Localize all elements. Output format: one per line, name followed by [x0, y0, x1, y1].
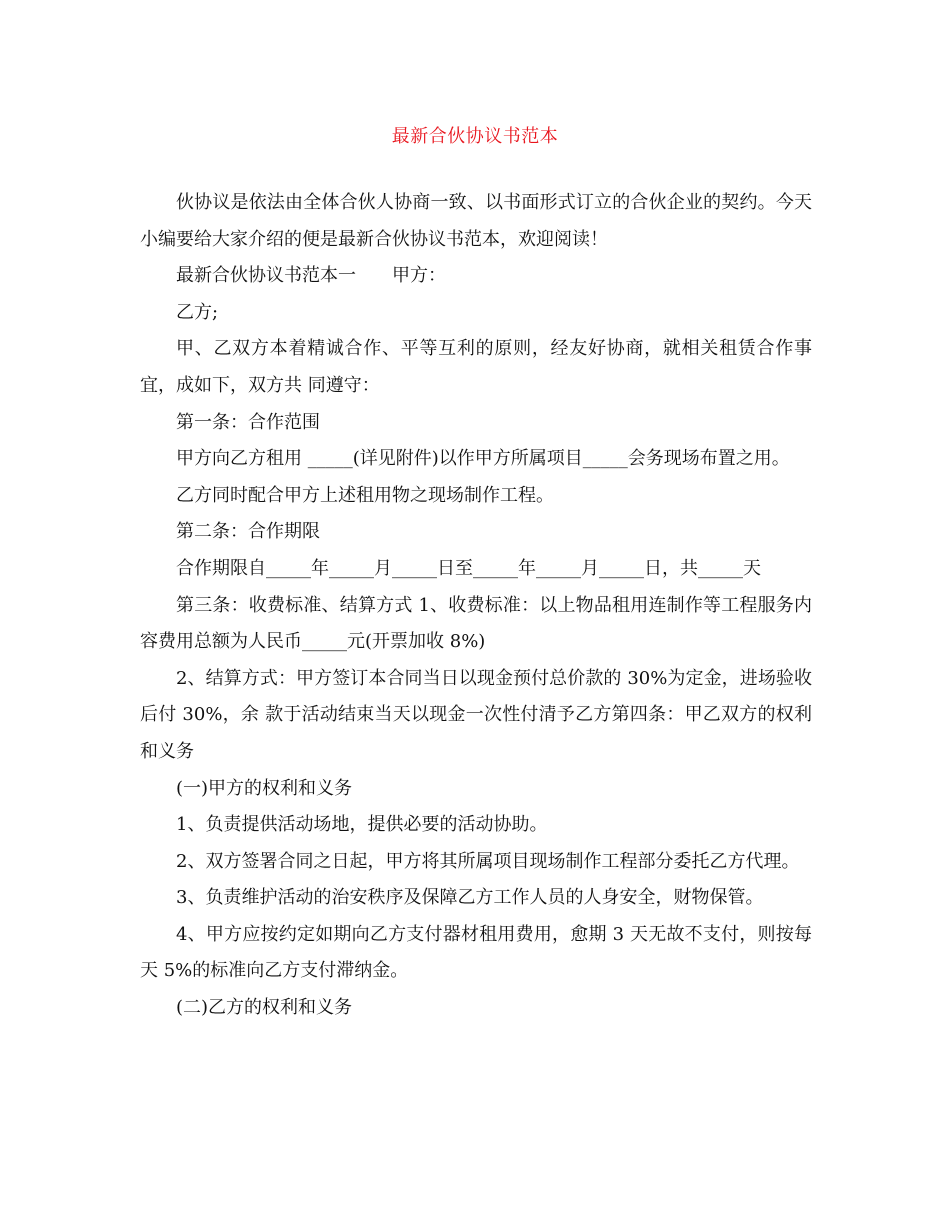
paragraph-preamble: 甲、乙双方本着精诚合作、平等互利的原则，经友好协商，就相关租赁合作事宜，成如下，双方共 同遵守： — [140, 338, 812, 396]
section-party-b-heading: (二)乙方的权利和义务 — [176, 997, 353, 1019]
article-1-clause-2: 乙方同时配合甲方上述租用物之现场制作工程。 — [176, 484, 554, 506]
article-2-clause: 合作期限自_____年_____月_____日至_____年_____月_____日，共_____天 — [176, 557, 761, 579]
article-1-heading: 第一条：合作范围 — [176, 411, 320, 433]
article-3-clause-2: 2、结算方式：甲方签订本合同当日以现金预付总价款的 30%为定金，进场验收后付 30%，余 款于活动结束当天以现金一次性付清予乙方第四条：甲乙双方的权利和义务 — [140, 667, 812, 762]
document-title: 最新合伙协议书范本 — [391, 126, 559, 147]
paragraph-intro: 伙协议是依法由全体合伙人协商一致、以书面形式订立的合伙企业的契约。今天小编要给大家介绍的便是最新合伙协议书范本，欢迎阅读！ — [140, 192, 812, 250]
paragraph-party-a: 最新合伙协议书范本一 甲方： — [176, 265, 446, 287]
party-a-item-3: 3、负责维护活动的治安秩序及保障乙方工作人员的人身安全，财物保管。 — [176, 887, 764, 909]
party-a-item-1: 1、负责提供活动场地，提供必要的活动协助。 — [176, 814, 548, 836]
article-1-clause-1: 甲方向乙方租用 _____(详见附件)以作甲方所属项目_____会务现场布置之用。 — [176, 448, 790, 470]
party-a-item-4: 4、甲方应按约定如期向乙方支付器材租用费用，愈期 3 天无故不支付，则按每天 5%的标准向乙方支付滞纳金。 — [140, 923, 812, 982]
party-a-item-2: 2、双方签署合同之日起，甲方将其所属项目现场制作工程部分委托乙方代理。 — [176, 850, 800, 872]
section-party-a-heading: (一)甲方的权利和义务 — [176, 777, 353, 799]
document-body — [140, 185, 812, 1027]
article-3-clause-1: 第三条：收费标准、结算方式 1、收费标准：以上物品租用连制作等工程服务内容费用总额为人民币_____元(开票加收 8%) — [140, 594, 812, 653]
paragraph-party-b: 乙方; — [176, 301, 219, 323]
article-2-heading: 第二条：合作期限 — [176, 521, 320, 543]
